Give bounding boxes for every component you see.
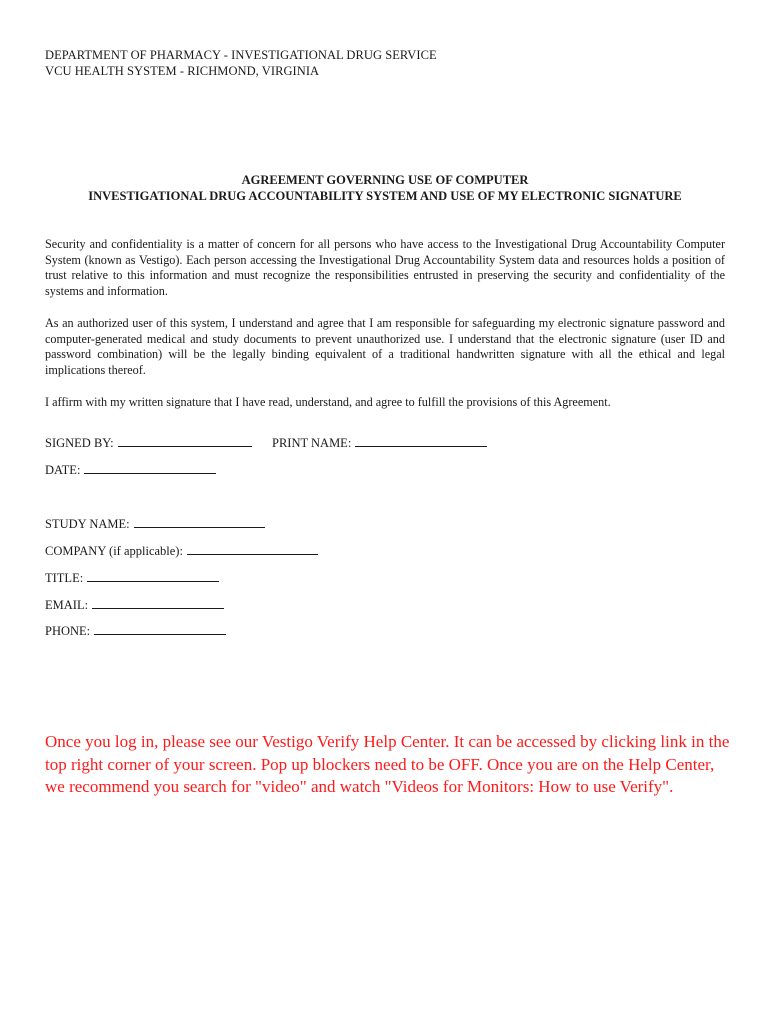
title-line-1: AGREEMENT GOVERNING USE OF COMPUTER (241, 173, 529, 187)
title-line[interactable] (87, 570, 219, 582)
paragraph-authorized-user: As an authorized user of this system, I understand and agree that I am responsible for safeguarding my electronic signature password and computer-generated medical and study documents to prevent unauthorized use. I understand that the electronic signature (user ID and password combination) will be the legally binding equivalent of a traditional handwritten signature with all the ethical and legal implications thereof. (45, 316, 725, 377)
department-header (45, 47, 437, 79)
phone-line[interactable] (94, 623, 226, 635)
study-name-field (45, 516, 265, 532)
date-field (45, 462, 216, 478)
paragraph-affirmation: I affirm with my written signature that I have read, understand, and agree to fulfill the provisions of this Agreement. (45, 395, 611, 409)
title-label: TITLE: (45, 571, 84, 585)
signed-by-line[interactable] (118, 435, 252, 447)
date-line[interactable] (84, 462, 216, 474)
email-line[interactable] (92, 597, 224, 609)
print-name-line[interactable] (355, 435, 487, 447)
phone-field (45, 623, 226, 639)
signed-by-label: SIGNED BY: (45, 436, 114, 450)
company-field (45, 543, 318, 559)
agreement-title (0, 172, 770, 204)
study-name-label: STUDY NAME: (45, 517, 130, 531)
print-name-label: PRINT NAME: (272, 436, 352, 450)
title-line-2: INVESTIGATIONAL DRUG ACCOUNTABILITY SYSTEM AND USE OF MY ELECTRONIC SIGNATURE (88, 189, 682, 203)
print-name-field (272, 435, 487, 451)
phone-label: PHONE: (45, 624, 91, 638)
company-line[interactable] (187, 543, 318, 555)
date-label: DATE: (45, 463, 81, 477)
company-label: COMPANY (if applicable): (45, 544, 183, 558)
email-label: EMAIL: (45, 598, 89, 612)
email-field (45, 597, 224, 613)
title-field (45, 570, 219, 586)
signed-by-field (45, 435, 252, 451)
paragraph-security: Security and confidentiality is a matter of concern for all persons who have access to the Investigational Drug Accountability Computer System (known as Vestigo). Each person accessing the Investigational Drug Accountability System data and resources holds a position of trust relative to this information and must recognize the responsibilities entrusted in preserving the security and confidentiality of the systems and information. (45, 237, 725, 298)
study-name-line[interactable] (134, 516, 265, 528)
help-center-notice: Once you log in, please see our Vestigo Verify Help Center. It can be accessed by clicking link in the top right corner of your screen. Pop up blockers need to be OFF. Once you are on the Help Center, we recommend you search for "video" and watch "Videos for Monitors: How to use Verify". (45, 732, 730, 796)
header-institution-line: VCU HEALTH SYSTEM - RICHMOND, VIRGINIA (45, 64, 320, 78)
header-department-line: DEPARTMENT OF PHARMACY - INVESTIGATIONAL DRUG SERVICE (45, 48, 437, 62)
